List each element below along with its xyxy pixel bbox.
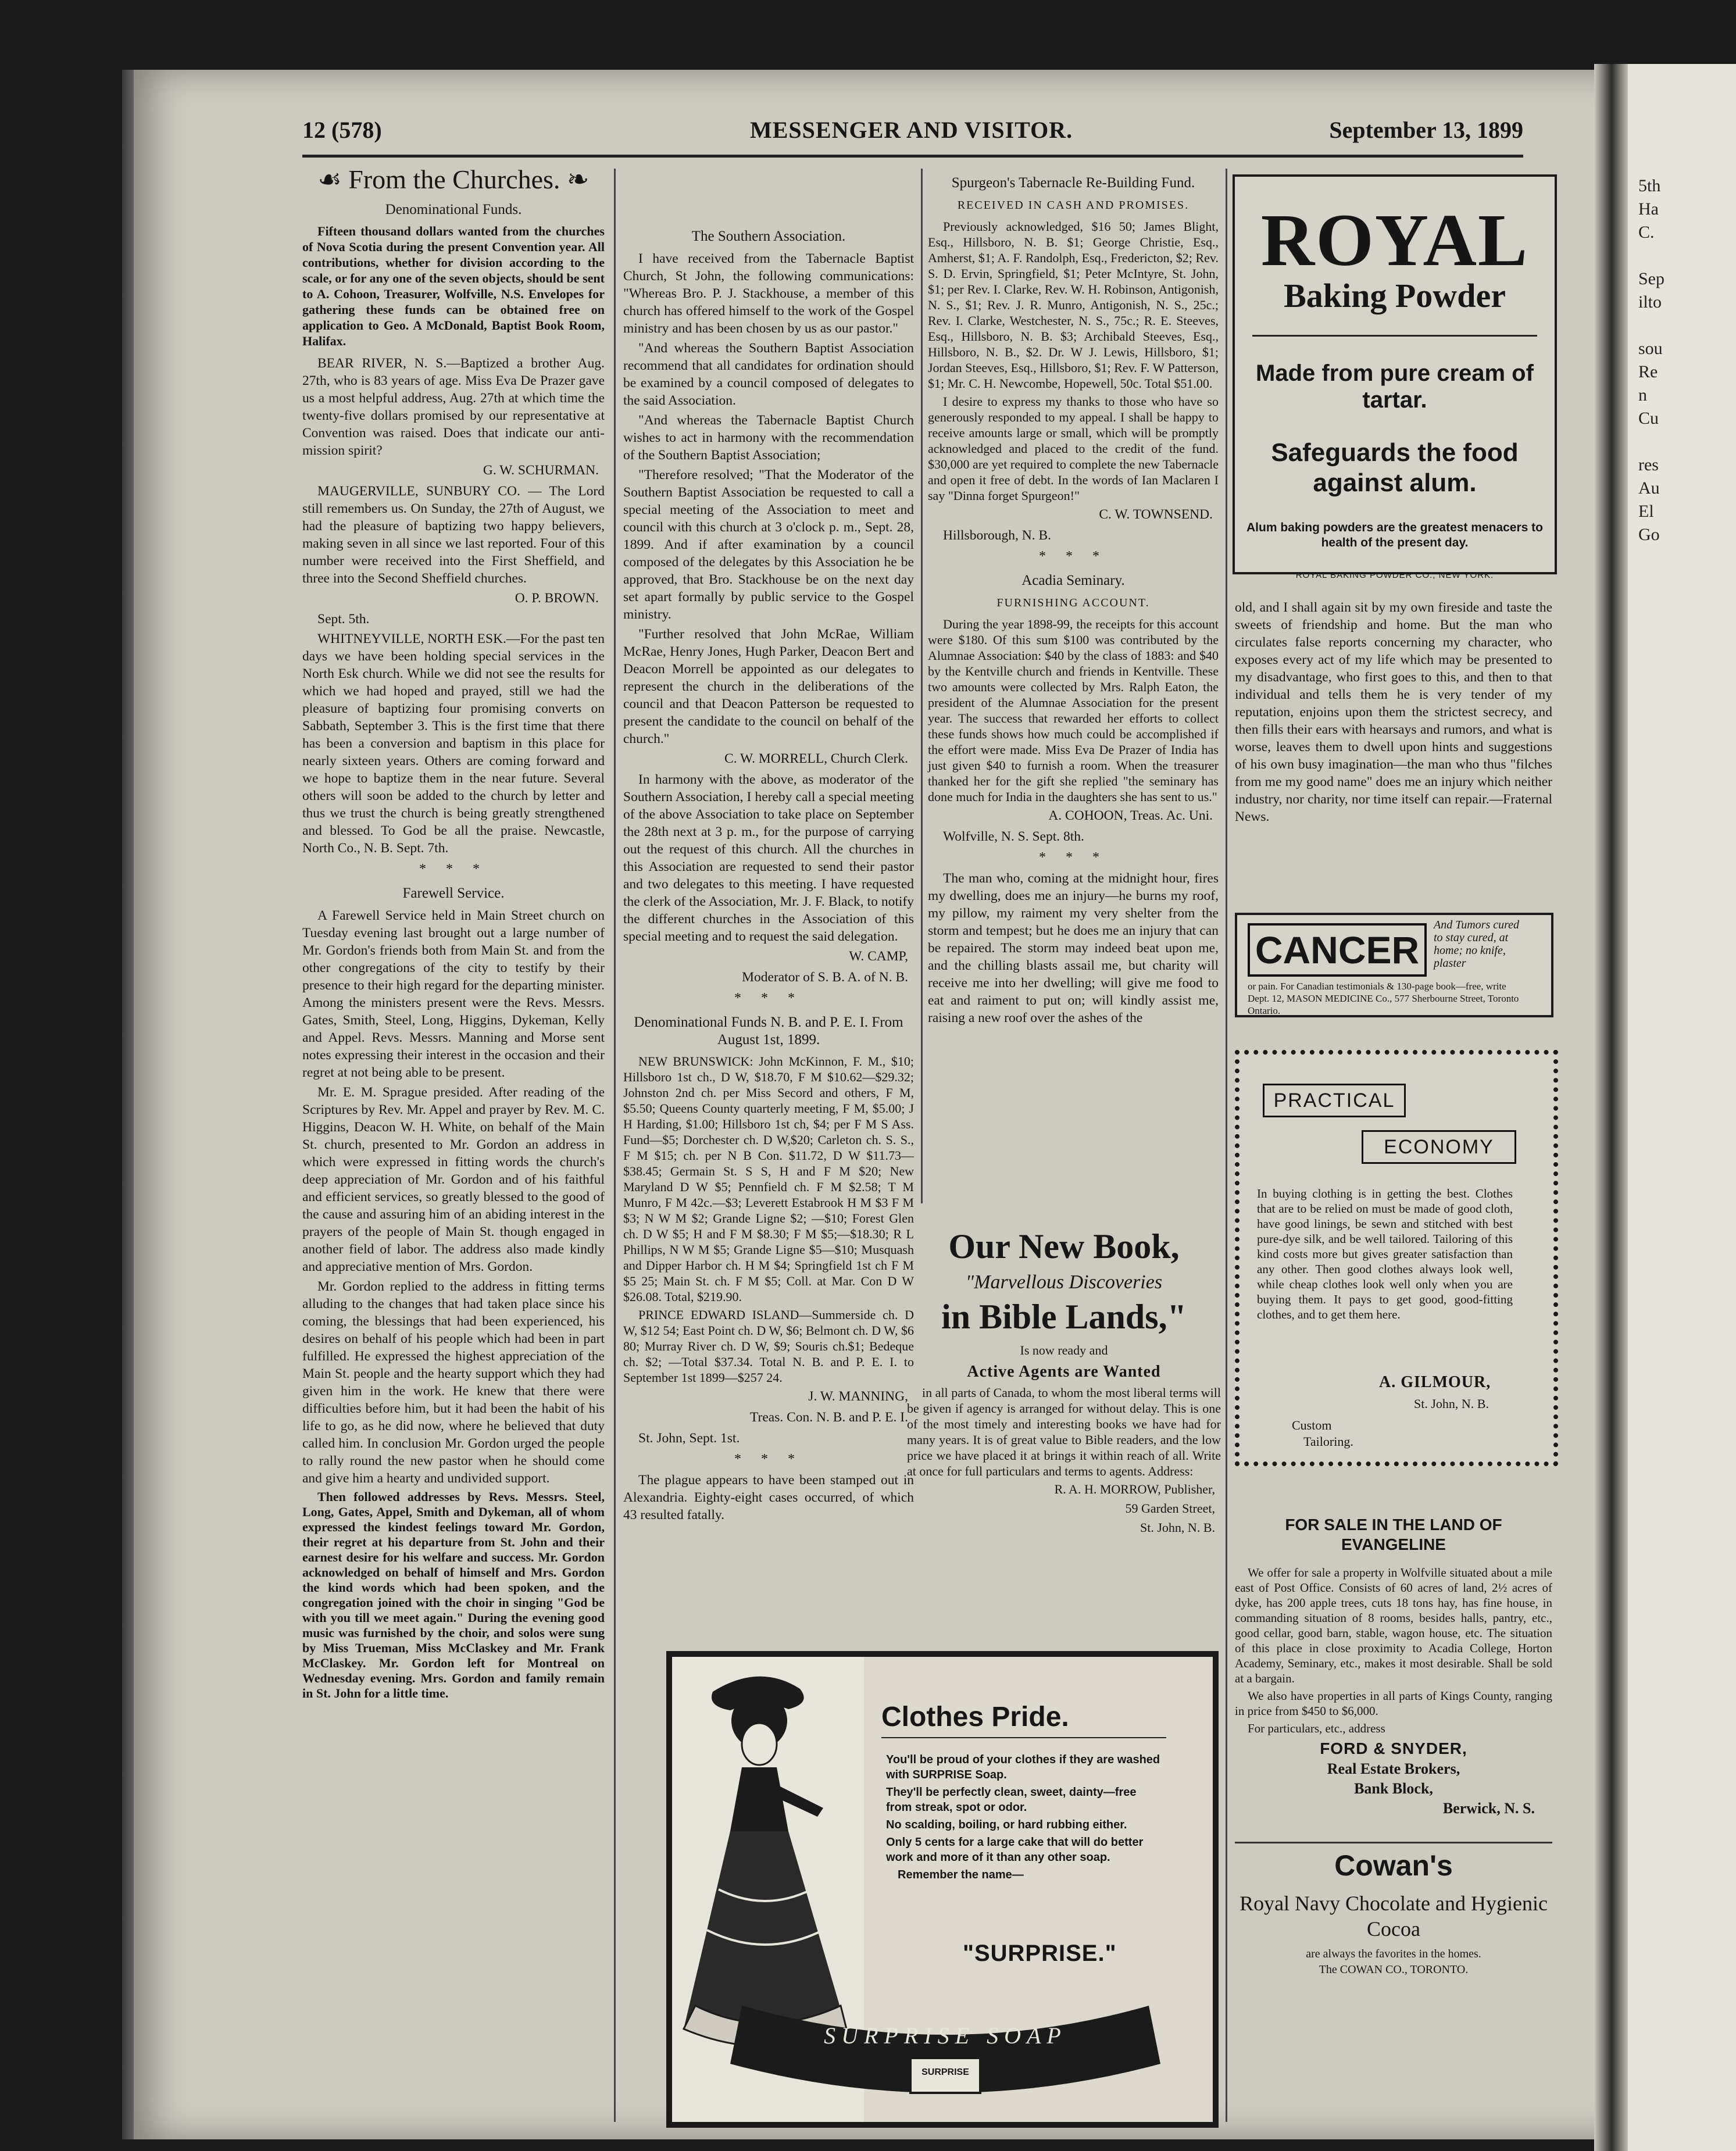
article-subtitle: FURNISHING ACCOUNT. (996, 596, 1150, 609)
ad-line: Remember the name— (898, 1868, 1024, 1881)
ad-banner: ECONOMY (1362, 1130, 1516, 1164)
fund-list: Previously acknowledged, $16 50; James Blight, Esq., Hillsboro, N. B. $1; George Christie, Esq., Amherst, $1; A. F. Randolph, Esq., Fredericton, $2; Rev. S. D. Ervin, Springfield, $1; Peter McIntyre, St. John, $1; per Rev. I. Clarke, Rev. W. H. Robinson, Antigonish, N. S., $1; Rev. J. R. Munro, Antigonish, N. S., 25c.; Rev. I. Clarke, Westchester, N. S., 75c.; R. E. Steeves, Esq., Hillsboro, N. B. $3; Archibald Steeves, Esq., Hillsboro, N. B., $2. Dr. W J. Lewis, Hillsboro, $1; Jordan Steeves, Esq., Hillsboro, $1; Rev. F. W Patterson, $1; Mr. C. H. Newcombe, Hopewell, 50c. Total $51.00. (928, 219, 1219, 391)
soap-bar-text: SURPRISE SOAP (824, 2023, 1067, 2049)
ad-headline: in Bible Lands," (941, 1298, 1187, 1336)
ad-line: Only 5 cents for a large cake that will do better work and more of it than any other soap. (886, 1836, 1144, 1864)
article-paragraph: "Therefore resolved; "That the Moderator of the Southern Baptist Association be requested to call a special meeting of the Association to meet and council with this church at 3 o'clock p. m., Sept. 28, 1899. And if after examination by a council composed of the delegates by this Association he be approved, that Bro. Stackhouse be on the next day set apart formally by public service to the Gospel ministry. (623, 467, 914, 622)
issue-date: September 13, 1899 (1329, 117, 1523, 143)
dateline: Hillsborough, N. B. (943, 528, 1052, 543)
ad-text: For particulars, etc., address (1248, 1721, 1385, 1735)
article-title: Spurgeon's Tabernacle Re-Building Fund. (951, 175, 1195, 191)
ad-claim: Safeguards the food against alum. (1271, 438, 1519, 497)
ad-divider (1252, 335, 1537, 337)
signature: W. CAMP, (849, 949, 908, 964)
header-rule (302, 155, 1523, 158)
ad-advertiser: A. GILMOUR, (1379, 1373, 1491, 1391)
ad-claim: Made from pure cream of tartar. (1256, 360, 1534, 413)
ad-warning: Alum baking powders are the greatest menacers to health of the present day. (1246, 521, 1543, 549)
leaf-icon: ❧ (566, 165, 590, 194)
column-rule (1226, 169, 1227, 2122)
signature: St. John, N. B. (1140, 1520, 1215, 1535)
signature: A. COHOON, Treas. Ac. Uni. (1048, 808, 1213, 823)
ad-body (907, 1385, 1221, 1535)
article-title: Acadia Seminary. (1021, 573, 1125, 588)
article-paragraph: Mr. Gordon replied to the address in fitting terms alluding to the changes that had taken place since his coming, the blessings that had been experienced, his desires on behalf of his people which had been in part fulfilled. He expressed the highest appreciation of the Main St. people and the hearty support which they had given him in the work. He knew that there were difficulties before him, but it had been the habit of his life to go, as he did now, where he believed that duty called him. In conclusion Mr. Gordon urged the people to rally round the new pastor when he should come and give him a hearty and undivided support. (302, 1279, 605, 1486)
ad-line: Active Agents are Wanted (967, 1363, 1161, 1381)
ad-headline: Clothes Pride. (881, 1702, 1069, 1732)
news-item: MAUGERVILLE, SUNBURY CO. — The Lord still remembers us. On Sunday, the 27th of August, we had the pleasure of baptizing two happy believers, making seven in all since we last reported. Four of this number were received into the First Sheffield, and three into the Second Sheffield churches. (302, 484, 605, 586)
page-number: 12 (578) (302, 117, 382, 143)
column-continuation (1235, 599, 1552, 828)
article-paragraph: Mr. E. M. Sprague presided. After reading of the Scriptures by Rev. Mr. Appel and prayer by Rev. M. C. Higgins, Deacon W. H. White, on behalf of the Main St. church, presented to Mr. Gordon an address in which were expressed in fitting words the church's deep appreciation of Mr. Gordon and of his faithful and efficient services, so greatly blessed to the good of the cause and assuring him of an abiding interest in the prayers of the people of Main St. though engaged in another field of labor. The address also made kindly and appreciative mention of Mrs. Gordon. (302, 1085, 605, 1274)
column-southern-association (623, 221, 914, 1526)
news-item: WHITNEYVILLE, NORTH ESK.—For the past ten days we have been holding special services in the North Esk church. While we did not see the results for which we had hoped and prayed, still we had the pleasure of baptizing four promising converts on Sabbath, September 3. This is the first time that there has been a conversion and baptism in this place for nearly sixteen years. Others are coming forward and we hope to baptize them in the near future. Several others will soon be added to the church by letter and thus we trust the church is being greatly strengthened and blessed. To God be all the praise. Newcastle, North Co., N. B. Sept. 7th. (302, 631, 605, 856)
article-paragraph: I have received from the Tabernacle Baptist Church, St John, the following communications: "Whereas Bro. P. J. Stackhouse, a member of this church has offered himself to the work of the Gospel ministry and has been chosen by us as our pastor." (623, 251, 914, 336)
page-gutter (1594, 64, 1629, 2151)
column-spurgeon-fund (928, 174, 1219, 1029)
signature: O. P. BROWN. (515, 591, 599, 606)
newspaper-title: MESSENGER AND VISITOR. (750, 117, 1073, 143)
ad-text: are always the favorites in the homes. (1306, 1948, 1481, 1960)
section-heading-text: From the Churches. (348, 165, 560, 194)
signature: R. A. H. MORROW, Publisher, (1054, 1482, 1215, 1496)
royal-baking-powder-ad (1233, 174, 1557, 580)
ad-tagline (1292, 1417, 1353, 1450)
soap-label: SURPRISE (921, 2067, 969, 2077)
signature: G. W. SCHURMAN. (483, 463, 599, 478)
ad-text: In buying clothing is in getting the best. Clothes that are to be relied on must be made of good cloth, have good linings, be sewn and stitched with best pure-dye silk, and be well tailored. Tailoring of this kind costs more but gives greater satisfaction than any other. Then good clothes always look well, while cheap clothes look well only when you are buying them. It pays to get good, good-fitting clothes, and to get them here. (1257, 1187, 1513, 1321)
signature: Treas. Con. N. B. and P. E. I. (749, 1410, 908, 1425)
separator-stars: * * * (1039, 850, 1108, 865)
ad-tagline-line: Tailoring. (1303, 1434, 1353, 1449)
leaf-icon: ☙ (317, 165, 342, 194)
separator-stars: * * * (419, 862, 488, 877)
article-title: Farewell Service. (402, 885, 505, 901)
ad-text-block (886, 1752, 1165, 1885)
article-title: Denominational Funds. (385, 202, 522, 217)
ad-address: Berwick, N. S. (1442, 1800, 1535, 1817)
cowan-chocolate-ad (1235, 1849, 1552, 1977)
dateline: Wolfville, N. S. Sept. 8th. (943, 829, 1084, 844)
ad-tagline-line: Custom (1292, 1418, 1332, 1432)
cancer-cure-ad (1235, 913, 1553, 1017)
ad-line: No scalding, boiling, or hard rubbing either. (886, 1818, 1127, 1831)
ad-text: We offer for sale a property in Wolfville situated about a mile east of Post Office. Consists of 60 acres of land, 2½ acres of dyke, has 200 apple trees, cuts 18 tons hay, has fine house, in commanding situation of 8 rooms, besides halls, pantry, etc., good cellar, good barn, stable, wagon house, etc. The situation of this place in close proximity to Acadia College, Horton Academy, Seminary, etc., makes it most desirable. Shall be sold at a bargain. (1235, 1566, 1552, 1685)
news-item: BEAR RIVER, N. S.—Baptized a brother Aug. 27th, who is 83 years of age. Miss Eva De Prazer gave us a most helpful address, Aug. 27th at which time the twenty-five dollars promised by our representative at Convention was raised. Does that indicate our anti-mission spirit? (302, 356, 605, 458)
separator-stars: * * * (734, 991, 803, 1006)
facing-page-text: 5th Ha C. Sep ilto sou Re n Cu res Au El Go (1638, 176, 1664, 544)
ad-claim: And Tumors cured to stay cured, at home; no knife, plaster (1434, 919, 1520, 970)
column-rule (921, 169, 923, 1203)
ad-product: Royal Navy Chocolate and Hygienic Cocoa (1240, 1892, 1548, 1941)
fund-list: PRINCE EDWARD ISLAND—Summerside ch. D W, $12 54; East Point ch. D W, $6; Belmont ch. D W, $6 80; Murray River ch. D W, $9; Souris ch.$1; Bedeque ch. $2; —Total $37.34. Total N. B. and P. E. I. to September 1st 1899—$257 24. (623, 1307, 914, 1385)
column-rule (614, 169, 616, 2122)
article-paragraph: "And whereas the Southern Baptist Association recommend that all candidates for ordination should be examined by a council composed of delegates to the said Association. (623, 341, 914, 408)
book-advertisement (907, 1227, 1221, 1539)
article-title: Denominational Funds N. B. and P. E. I. From August 1st, 1899. (634, 1014, 903, 1048)
ad-brand: ROYAL (1260, 199, 1529, 281)
article-paragraph: A Farewell Service held in Main Street church on Tuesday evening last brought out a large number of Mr. Gordon's friends both from Main St. and from the other congregations of the city to testify by their presence to their high regard for the departing minister. Among the ministers present were the Revs. Messrs. Gates, Smith, Steel, Long, Higgins, Dykeman, Kelly and Appel. Revs. Messrs. Manning and Morse sent notes expressing their interest in the occasion and their regret at not being able to be present. (302, 908, 605, 1080)
ad-brand: Cowan's (1334, 1849, 1453, 1882)
ad-line: Is now ready and (1020, 1343, 1108, 1357)
ad-location: St. John, N. B. (1414, 1396, 1489, 1411)
section-heading (302, 165, 605, 194)
ad-divider (881, 1737, 1166, 1738)
surprise-soap-ad (666, 1651, 1219, 2128)
separator-stars: * * * (734, 1452, 803, 1467)
signature: C. W. TOWNSEND. (1099, 507, 1213, 522)
ad-headline: FOR SALE IN THE LAND OF EVANGELINE (1285, 1516, 1502, 1553)
article-title: The Southern Association. (691, 228, 846, 244)
ad-headline: Our New Book, (948, 1227, 1180, 1266)
page-header (302, 116, 1523, 157)
ad-subheadline: "Marvellous Discoveries (965, 1271, 1163, 1293)
article-paragraph: "And whereas the Tabernacle Baptist Church wishes to act in harmony with the recommendation of the Southern Baptist Association; (623, 413, 914, 463)
ad-line: They'll be perfectly clean, sweet, dainty—free from streak, spot or odor. (886, 1786, 1137, 1814)
ad-text: in all parts of Canada, to whom the most liberal terms will be given if agency is arranged for without delay. This is one of the most timely and interesting books we have had for many years. It is of great value to Bible readers, and the low price we have placed it at brings it within reach of all. Write at once for full particulars and terms to agents. Address: (907, 1385, 1221, 1478)
notice-text: Fifteen thousand dollars wanted from the churches of Nova Scotia during the present Convention year. All contributions, whether for division according to the scale, or for any one of the seven objects, should be sent to A. Cohoon, Treasurer, Wolfville, N.S. Envelopes for gathering these funds can be obtained free on application to Geo. A McDonald, Baptist Book Room, Halifax. (302, 224, 605, 348)
article-paragraph: "Further resolved that John McRae, William McRae, Henry Jones, Hugh Parker, Deacon Bert and Deacon Morrell be appointed as our delegates to represent the church in the deliberations of the council and that Deacon Patterson be requested to present the candidate to the council on behalf of the church." (623, 627, 914, 746)
signature: J. W. MANNING, (808, 1389, 908, 1404)
column-churches (302, 165, 605, 1703)
article-paragraph: old, and I shall again sit by my own fireside and taste the sweets of friendship and home. But the man who circulates false reports concerning my character, who exposes every act of my life which may be presented to my disadvantage, who first goes to this, and then to that individual and tells them he is very tender of my reputation, enjoins upon them the strictest secrecy, and then fills their ears with hearsays and rumors, and what is worse, leaves them to dwell upon hints and suggestions of his own busy imagination—the man who thus "filches from me my good name" does me an injury which neither industry, nor charity, nor time itself can repair.—Fraternal News. (1235, 600, 1552, 824)
news-item: The plague appears to have been stamped out in Alexandria. Eighty-eight cases occurred, of which 43 resulted fatally. (623, 1473, 914, 1523)
signature: C. W. MORRELL, Church Clerk. (724, 751, 908, 766)
ad-address: Real Estate Brokers, (1327, 1760, 1460, 1777)
ad-company: The COWAN CO., TORONTO. (1319, 1963, 1469, 1976)
ad-product: Baking Powder (1284, 277, 1506, 315)
ad-divider (1235, 1842, 1552, 1843)
ad-banner: PRACTICAL (1263, 1084, 1406, 1117)
property-sale-ad (1235, 1515, 1552, 1820)
ad-text: or pain. For Canadian testimonials & 130-page book—free, write Dept. 12, MASON MEDICINE Co., 577 Sherbourne Street, Toronto Ontario. (1248, 981, 1519, 1016)
article-paragraph: Then followed addresses by Revs. Messrs. Steel, Long, Gates, Appel, Smith and Dykeman, all of whom expressed the kindest feelings toward Mr. Gordon, their regret at his departure from St. John and their earnest desire for his welfare and success. Mr. Gordon acknowledged on behalf of himself and Mrs. Gordon the kind words which had been spoken, and the congregation joined with the choir in singing "God be with you till we meet again." During the evening good music was furnished by the choir, and solos were sung by Miss Trueman, Miss McClaskey and Mr. Frank McClaskey. Mr. Gordon left for Montreal on Wednesday evening. Mrs. Gordon and family remain in St. John for a little time. (302, 1489, 605, 1700)
ad-line: You'll be proud of your clothes if they are washed with SURPRISE Soap. (886, 1753, 1160, 1781)
ad-advertiser: FORD & SNYDER, (1320, 1739, 1467, 1757)
ad-text: We also have properties in all parts of Kings County, ranging in price from $450 to $6,000. (1235, 1689, 1552, 1718)
article-paragraph: The man who, coming at the midnight hour, fires my dwelling, does me an injury—he burns my roof, my pillow, my raiment my very shelter from the storm and tempest; but he does me an injury that can be repaired. The storm may indeed beat upon me, and the chilling blasts assail me, but charity will receive me into her dwelling; will give me food to eat and raiment to put on; will kindly assist me, raising a new roof over the ashes of the (928, 871, 1219, 1026)
ad-address: Bank Block, (1354, 1780, 1433, 1797)
ad-headline: CANCER (1248, 923, 1427, 977)
article-subtitle: RECEIVED IN CASH AND PROMISES. (957, 199, 1190, 212)
separator-stars: * * * (1039, 549, 1108, 564)
dateline: Sept. 5th. (317, 612, 370, 627)
article-paragraph: I desire to express my thanks to those who have so generously responded to my appeal. I shall be happy to receive amounts large or small, which will be promptly acknowledged and placed to the credit of the fund. $30,000 are yet required to complete the new Tabernacle and open it free of debt. In the words of Ian Maclaren I say "Dinna forget Spurgeon!" (928, 394, 1219, 503)
dateline: St. John, Sept. 1st. (638, 1431, 740, 1446)
signature: Moderator of S. B. A. of N. B. (742, 970, 908, 985)
article-paragraph: During the year 1898-99, the receipts for this account were $180. Of this sum $100 was contributed by the Alumnae Association: $40 by the class of 1883: and $40 by the Kentville church and friends in Kentville. These two amounts were collected by Mrs. Ralph Eaton, the president of the Alumnae Association for the present year. The success that rewarded her efforts to collect these funds shows how much could be accomplished if the effort were made. Miss Eva De Prazer of India has just given $40 to furnish a room. When the treasurer thanked her for the gift she replied "the seminary has done much for India in the daughters she has sent to us." (928, 617, 1219, 804)
fund-list: NEW BRUNSWICK: John McKinnon, F. M., $10; Hillsboro 1st ch., D W, $18.70, F M $10.62—$29.32; Johnston 2nd ch. per Miss Secord and others, F M, $5.50; Queens County quarterly meeting, F M, $5.00; J H Harding, $1.00; Hillsboro 1st ch, $4; per F M S Ass. Fund—$5; Dorchester ch. D W,$20; Carleton ch. S. S., F M $15; ch. per N B Con. $11.72, D W $11.73—$38.45; Germain St. S S, H and F M $20; New Maryland D W $5; Pennfield ch. F M $2.58; T M Munro, F M 42c.—$3; Leverett Estabrook H M $3 F M $3; N W M $2; Grande Ligne $2; —$10; Forest Glen ch. D W $5; H and F M $8.30; F M $5;—$18.30; R L Phillips, N W M $5; Grande Ligne $5—$10; Musquash and Dipper Harbor ch. H M $4; Springfield 1st ch F M $5 25; Main St. ch. F M $5; Coll. at Mar. Con D W $26.08. Total, $219.90. (623, 1054, 914, 1304)
soap-bar-icon (719, 1994, 1172, 2110)
article-paragraph: In harmony with the above, as moderator of the Southern Association, I hereby call a special meeting of the above Association to take place on September the 28th next at 3 p. m., for the purpose of carrying out the request of this church. All the churches in this Association are requested to send their pastor and two delegates to this meeting. I have requested the clerk of the Association, Mr. J. F. Black, to notify the different churches in the Association of this special meeting and to request the said delegation. (623, 772, 914, 944)
tailoring-ad (1235, 1050, 1558, 1466)
ad-company: ROYAL BAKING POWDER CO., NEW YORK. (1295, 570, 1494, 580)
ad-product-name: "SURPRISE." (963, 1941, 1117, 1966)
soap-bar-illustration (719, 1994, 1172, 2110)
signature: 59 Garden Street, (1125, 1501, 1215, 1516)
